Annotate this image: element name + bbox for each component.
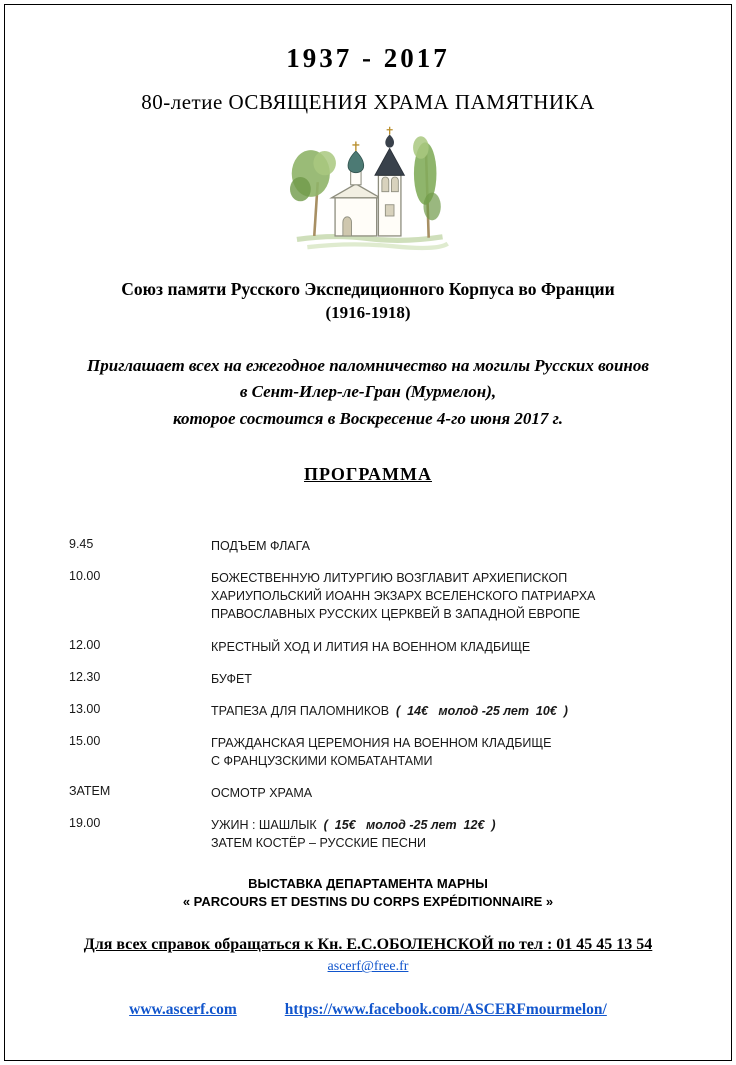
schedule-time: 10.00 (69, 569, 101, 584)
schedule-line-with-price (211, 702, 568, 720)
program-title-row (5, 464, 731, 485)
schedule-line: ЗАТЕМ КОСТЁР – РУССКИЕ ПЕСНИ (211, 836, 426, 851)
schedule-description (211, 670, 252, 688)
facebook-link[interactable]: https://www.facebook.com/ASCERFmourmelon/ (284, 1001, 607, 1019)
schedule-line: ОСМОТР ХРАМА (211, 786, 313, 801)
schedule-line: ПОДЪЕМ ФЛАГА (211, 539, 310, 554)
schedule-line: ХАРИУПОЛЬСКИЙ ИОАНН ЭКЗАРХ ВСЕЛЕНСКОГО ПАТРИАРХА (211, 589, 596, 604)
price-note: ( 15€ молод -25 лет 12€ ) (323, 818, 496, 833)
contact-info: Для всех справок обращаться к Кн. Е.С.ОБОЛЕНСКОЙ по тел : 01 45 45 13 54 (83, 936, 653, 954)
website-link[interactable]: www.ascerf.com (129, 1001, 237, 1019)
schedule-description (211, 537, 310, 555)
email-row (5, 957, 731, 975)
schedule-line: ТРАПЕЗА ДЛЯ ПАЛОМНИКОВ (211, 703, 390, 718)
schedule-description (211, 734, 551, 770)
schedule-row (69, 816, 701, 852)
organization-name: Союз памяти Русского Экспедиционного Корпуса во Франции (121, 279, 615, 299)
schedule-row (69, 569, 701, 623)
invitation-text (5, 353, 731, 432)
schedule-time: ЗАТЕМ (69, 784, 111, 799)
schedule-time: 9.45 (69, 537, 94, 552)
schedule-time: 15.00 (69, 733, 101, 748)
church-illustration (280, 125, 456, 255)
schedule-description (211, 569, 595, 623)
schedule-row (69, 784, 701, 802)
schedule-line: БОЖЕСТВЕННУЮ ЛИТУРГИЮ ВОЗГЛАВИТ АРХИЕПИСКОП (211, 571, 568, 586)
page-border (4, 4, 732, 1061)
program-title: ПРОГРАММА (303, 464, 432, 485)
invitation-line-3: которое состоится в Воскресение 4-го июня 2017 г. (173, 408, 563, 428)
links-row (5, 1001, 731, 1019)
schedule-row (69, 537, 701, 555)
schedule-line: С ФРАНЦУЗСКИМИ КОМБАТАНТАМИ (211, 754, 433, 769)
email-link[interactable]: ascerf@free.fr (327, 959, 409, 975)
schedule-row (69, 734, 701, 770)
schedule-row (69, 638, 701, 656)
event-years: 1937 - 2017 (286, 43, 450, 73)
schedule (69, 537, 701, 853)
schedule-time: 13.00 (69, 701, 101, 716)
schedule-time: 12.30 (69, 669, 101, 684)
invitation-line-1: Приглашает всех на ежегодное паломничество на могилы Русских воинов (87, 356, 649, 375)
schedule-time: 12.00 (69, 637, 101, 652)
anniversary-title: 80-летие ОСВЯЩЕНИЯ ХРАМА ПАМЯТНИКА (141, 90, 595, 114)
schedule-time: 19.00 (69, 816, 101, 831)
schedule-row (69, 702, 701, 720)
schedule-line: ПРАВОСЛАВНЫХ РУССКИХ ЦЕРКВЕЙ В ЗАПАДНОЙ ЕВРОПЕ (211, 607, 581, 622)
schedule-line: ГРАЖДАНСКАЯ ЦЕРЕМОНИЯ НА ВОЕННОМ КЛАДБИЩЕ (211, 735, 552, 750)
exhibition-block (5, 875, 731, 913)
invitation-line-2: в Сент-Илер-ле-Гран (Мурмелон), (239, 382, 497, 402)
exhibition-name: « PARCOURS ET DESTINS DU CORPS EXPÉDITIONNAIRE » (182, 894, 554, 910)
schedule-description (211, 784, 312, 802)
exhibition-title: ВЫСТАВКА ДЕПАРТАМЕНТА МАРНЫ (248, 875, 488, 891)
schedule-line: УЖИН : ШАШЛЫК (211, 818, 317, 833)
schedule-row (69, 670, 701, 688)
schedule-description (211, 638, 530, 656)
church-drawing-icon (280, 125, 456, 255)
price-note: ( 14€ молод -25 лет 10€ ) (396, 703, 568, 718)
schedule-line: БУФЕТ (211, 671, 252, 686)
organization-years: (1916-1918) (325, 303, 411, 322)
schedule-line-with-price (211, 816, 496, 834)
schedule-description (211, 702, 568, 720)
schedule-description (211, 816, 496, 852)
schedule-line: КРЕСТНЫЙ ХОД И ЛИТИЯ НА ВОЕННОМ КЛАДБИЩЕ (211, 639, 531, 654)
